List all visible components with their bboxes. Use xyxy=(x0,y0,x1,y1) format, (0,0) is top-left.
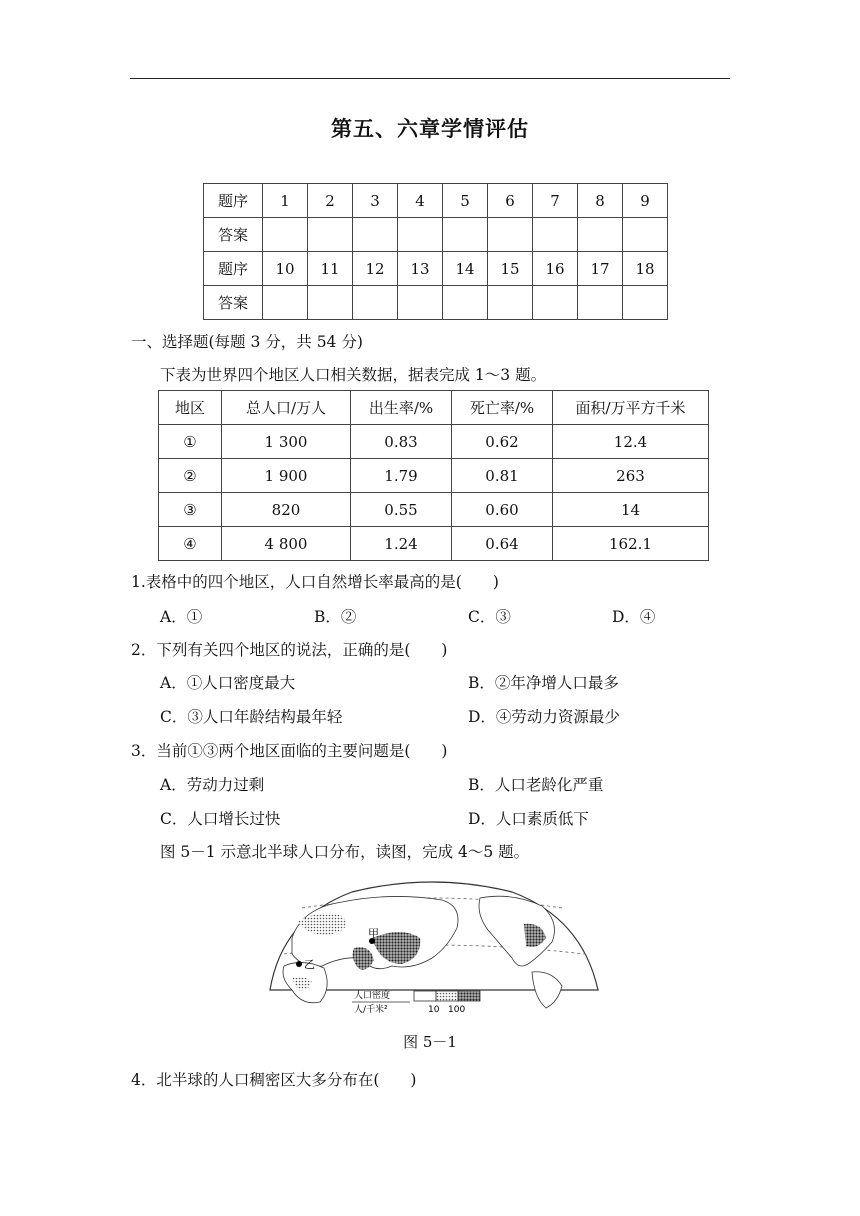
answer-table-cell xyxy=(443,218,488,252)
section-heading: 一、选择题(每题 3 分，共 54 分) xyxy=(131,333,363,351)
legend-title: 人口密度 xyxy=(354,991,391,1001)
data-table-header: 地区 xyxy=(159,391,222,425)
answer-table-cell: 9 xyxy=(623,184,668,218)
q3-option-c: C．人口增长过快 xyxy=(160,810,281,828)
answer-table-cell: 5 xyxy=(443,184,488,218)
q3-option-d: D．人口素质低下 xyxy=(468,810,589,828)
population-data-table xyxy=(158,390,709,561)
data-table-row xyxy=(159,527,709,561)
data-table-header: 出生率/% xyxy=(351,391,452,425)
question-4-stem: 4．北半球的人口稠密区大多分布在( ) xyxy=(131,1071,417,1089)
answer-table-cell: 2 xyxy=(308,184,353,218)
page-title: 第五、六章学情评估 xyxy=(331,117,529,141)
intro-text: 下表为世界四个地区人口相关数据，据表完成 1～3 题。 xyxy=(160,366,547,384)
legend-low xyxy=(414,991,436,1001)
answer-table-cell xyxy=(398,218,443,252)
data-table-header-row xyxy=(159,391,709,425)
data-table-cell: 4 800 xyxy=(222,527,351,561)
q1-option-b: B．② xyxy=(314,608,357,626)
answer-table-cell xyxy=(488,286,533,320)
answer-table-cell: 10 xyxy=(263,252,308,286)
data-table-cell: 820 xyxy=(222,493,351,527)
data-table-cell: 1 900 xyxy=(222,459,351,493)
data-table-cell: 162.1 xyxy=(553,527,709,561)
data-table-cell: 263 xyxy=(553,459,709,493)
intro-text-2: 图 5－1 示意北半球人口分布，读图，完成 4～5 题。 xyxy=(160,843,530,861)
answer-table-cell xyxy=(308,286,353,320)
answer-table-row xyxy=(204,218,668,252)
answer-table-cell: 4 xyxy=(398,184,443,218)
answer-table-cell: 7 xyxy=(533,184,578,218)
answer-table-cell: 13 xyxy=(398,252,443,286)
answer-table-cell xyxy=(533,286,578,320)
data-table-cell: 0.60 xyxy=(452,493,553,527)
q1-option-a: A．① xyxy=(160,608,203,626)
data-table-cell: 1.79 xyxy=(351,459,452,493)
legend-tick-100: 100 xyxy=(448,1005,466,1015)
answer-table-cell: 8 xyxy=(578,184,623,218)
answer-table-row xyxy=(204,184,668,218)
answer-table-cell: 6 xyxy=(488,184,533,218)
answer-table-cell xyxy=(398,286,443,320)
data-table-cell: ④ xyxy=(159,527,222,561)
answer-table-row-head: 题序 xyxy=(204,184,263,218)
answer-table-cell: 14 xyxy=(443,252,488,286)
answer-table-cell xyxy=(263,286,308,320)
population-density-map xyxy=(262,878,602,1020)
data-table-row xyxy=(159,425,709,459)
data-table-cell: 1 300 xyxy=(222,425,351,459)
data-table-cell: 14 xyxy=(553,493,709,527)
answer-table-cell: 11 xyxy=(308,252,353,286)
answer-table-row-head: 答案 xyxy=(204,286,263,320)
data-table-cell: 1.24 xyxy=(351,527,452,561)
legend-mid xyxy=(436,991,458,1001)
answer-table-cell: 16 xyxy=(533,252,578,286)
answer-table-row-head: 答案 xyxy=(204,218,263,252)
answer-table-cell: 15 xyxy=(488,252,533,286)
q3-option-b: B．人口老龄化严重 xyxy=(468,776,604,794)
answer-table-cell: 17 xyxy=(578,252,623,286)
answer-table-row xyxy=(204,252,668,286)
answer-table-row xyxy=(204,286,668,320)
answer-table-cell xyxy=(578,218,623,252)
answer-table-cell xyxy=(623,218,668,252)
data-table-cell: ③ xyxy=(159,493,222,527)
answer-table-cell xyxy=(533,218,578,252)
legend-tick-10: 10 xyxy=(428,1005,440,1015)
label-yi: 乙 xyxy=(304,958,315,971)
figure-caption: 图 5－1 xyxy=(403,1033,457,1051)
answer-table-cell: 12 xyxy=(353,252,398,286)
q2-option-a: A．①人口密度最大 xyxy=(160,674,296,692)
label-jia: 甲 xyxy=(368,927,379,940)
q2-option-b: B．②年净增人口最多 xyxy=(468,674,619,692)
q3-option-a: A．劳动力过剩 xyxy=(160,776,265,794)
answer-table-cell xyxy=(353,218,398,252)
question-3-stem: 3．当前①③两个地区面临的主要问题是( ) xyxy=(131,742,448,760)
legend-high xyxy=(458,991,480,1001)
answer-table-cell xyxy=(488,218,533,252)
q1-option-c: C．③ xyxy=(468,608,511,626)
data-table-cell: ① xyxy=(159,425,222,459)
point-yi xyxy=(296,961,302,967)
q2-option-c: C．③人口年龄结构最年轻 xyxy=(160,708,343,726)
answer-table-cell xyxy=(308,218,353,252)
data-table-row xyxy=(159,493,709,527)
data-table-header: 面积/万平方千米 xyxy=(553,391,709,425)
answer-table-cell xyxy=(353,286,398,320)
data-table-header: 总人口/万人 xyxy=(222,391,351,425)
data-table-cell: 0.83 xyxy=(351,425,452,459)
data-table-cell: 0.55 xyxy=(351,493,452,527)
q2-option-d: D．④劳动力资源最少 xyxy=(468,708,620,726)
answer-table-cell: 18 xyxy=(623,252,668,286)
answer-table-row-head: 题序 xyxy=(204,252,263,286)
data-table-row xyxy=(159,459,709,493)
data-table-cell: 0.62 xyxy=(452,425,553,459)
answer-table-cell xyxy=(578,286,623,320)
question-1-stem: 1.表格中的四个地区，人口自然增长率最高的是( ) xyxy=(131,573,499,591)
header-rule xyxy=(130,78,730,79)
answer-table-cell xyxy=(623,286,668,320)
data-table-cell: 12.4 xyxy=(553,425,709,459)
answer-table-cell: 1 xyxy=(263,184,308,218)
answer-table-cell: 3 xyxy=(353,184,398,218)
data-table-cell: 0.81 xyxy=(452,459,553,493)
data-table-cell: ② xyxy=(159,459,222,493)
answer-table-cell xyxy=(263,218,308,252)
legend-unit: 人/千米² xyxy=(354,1005,388,1015)
answer-table-cell xyxy=(443,286,488,320)
data-table-cell: 0.64 xyxy=(452,527,553,561)
answer-table xyxy=(203,183,668,320)
q1-option-d: D．④ xyxy=(612,608,656,626)
question-2-stem: 2．下列有关四个地区的说法，正确的是( ) xyxy=(131,641,448,659)
data-table-header: 死亡率/% xyxy=(452,391,553,425)
